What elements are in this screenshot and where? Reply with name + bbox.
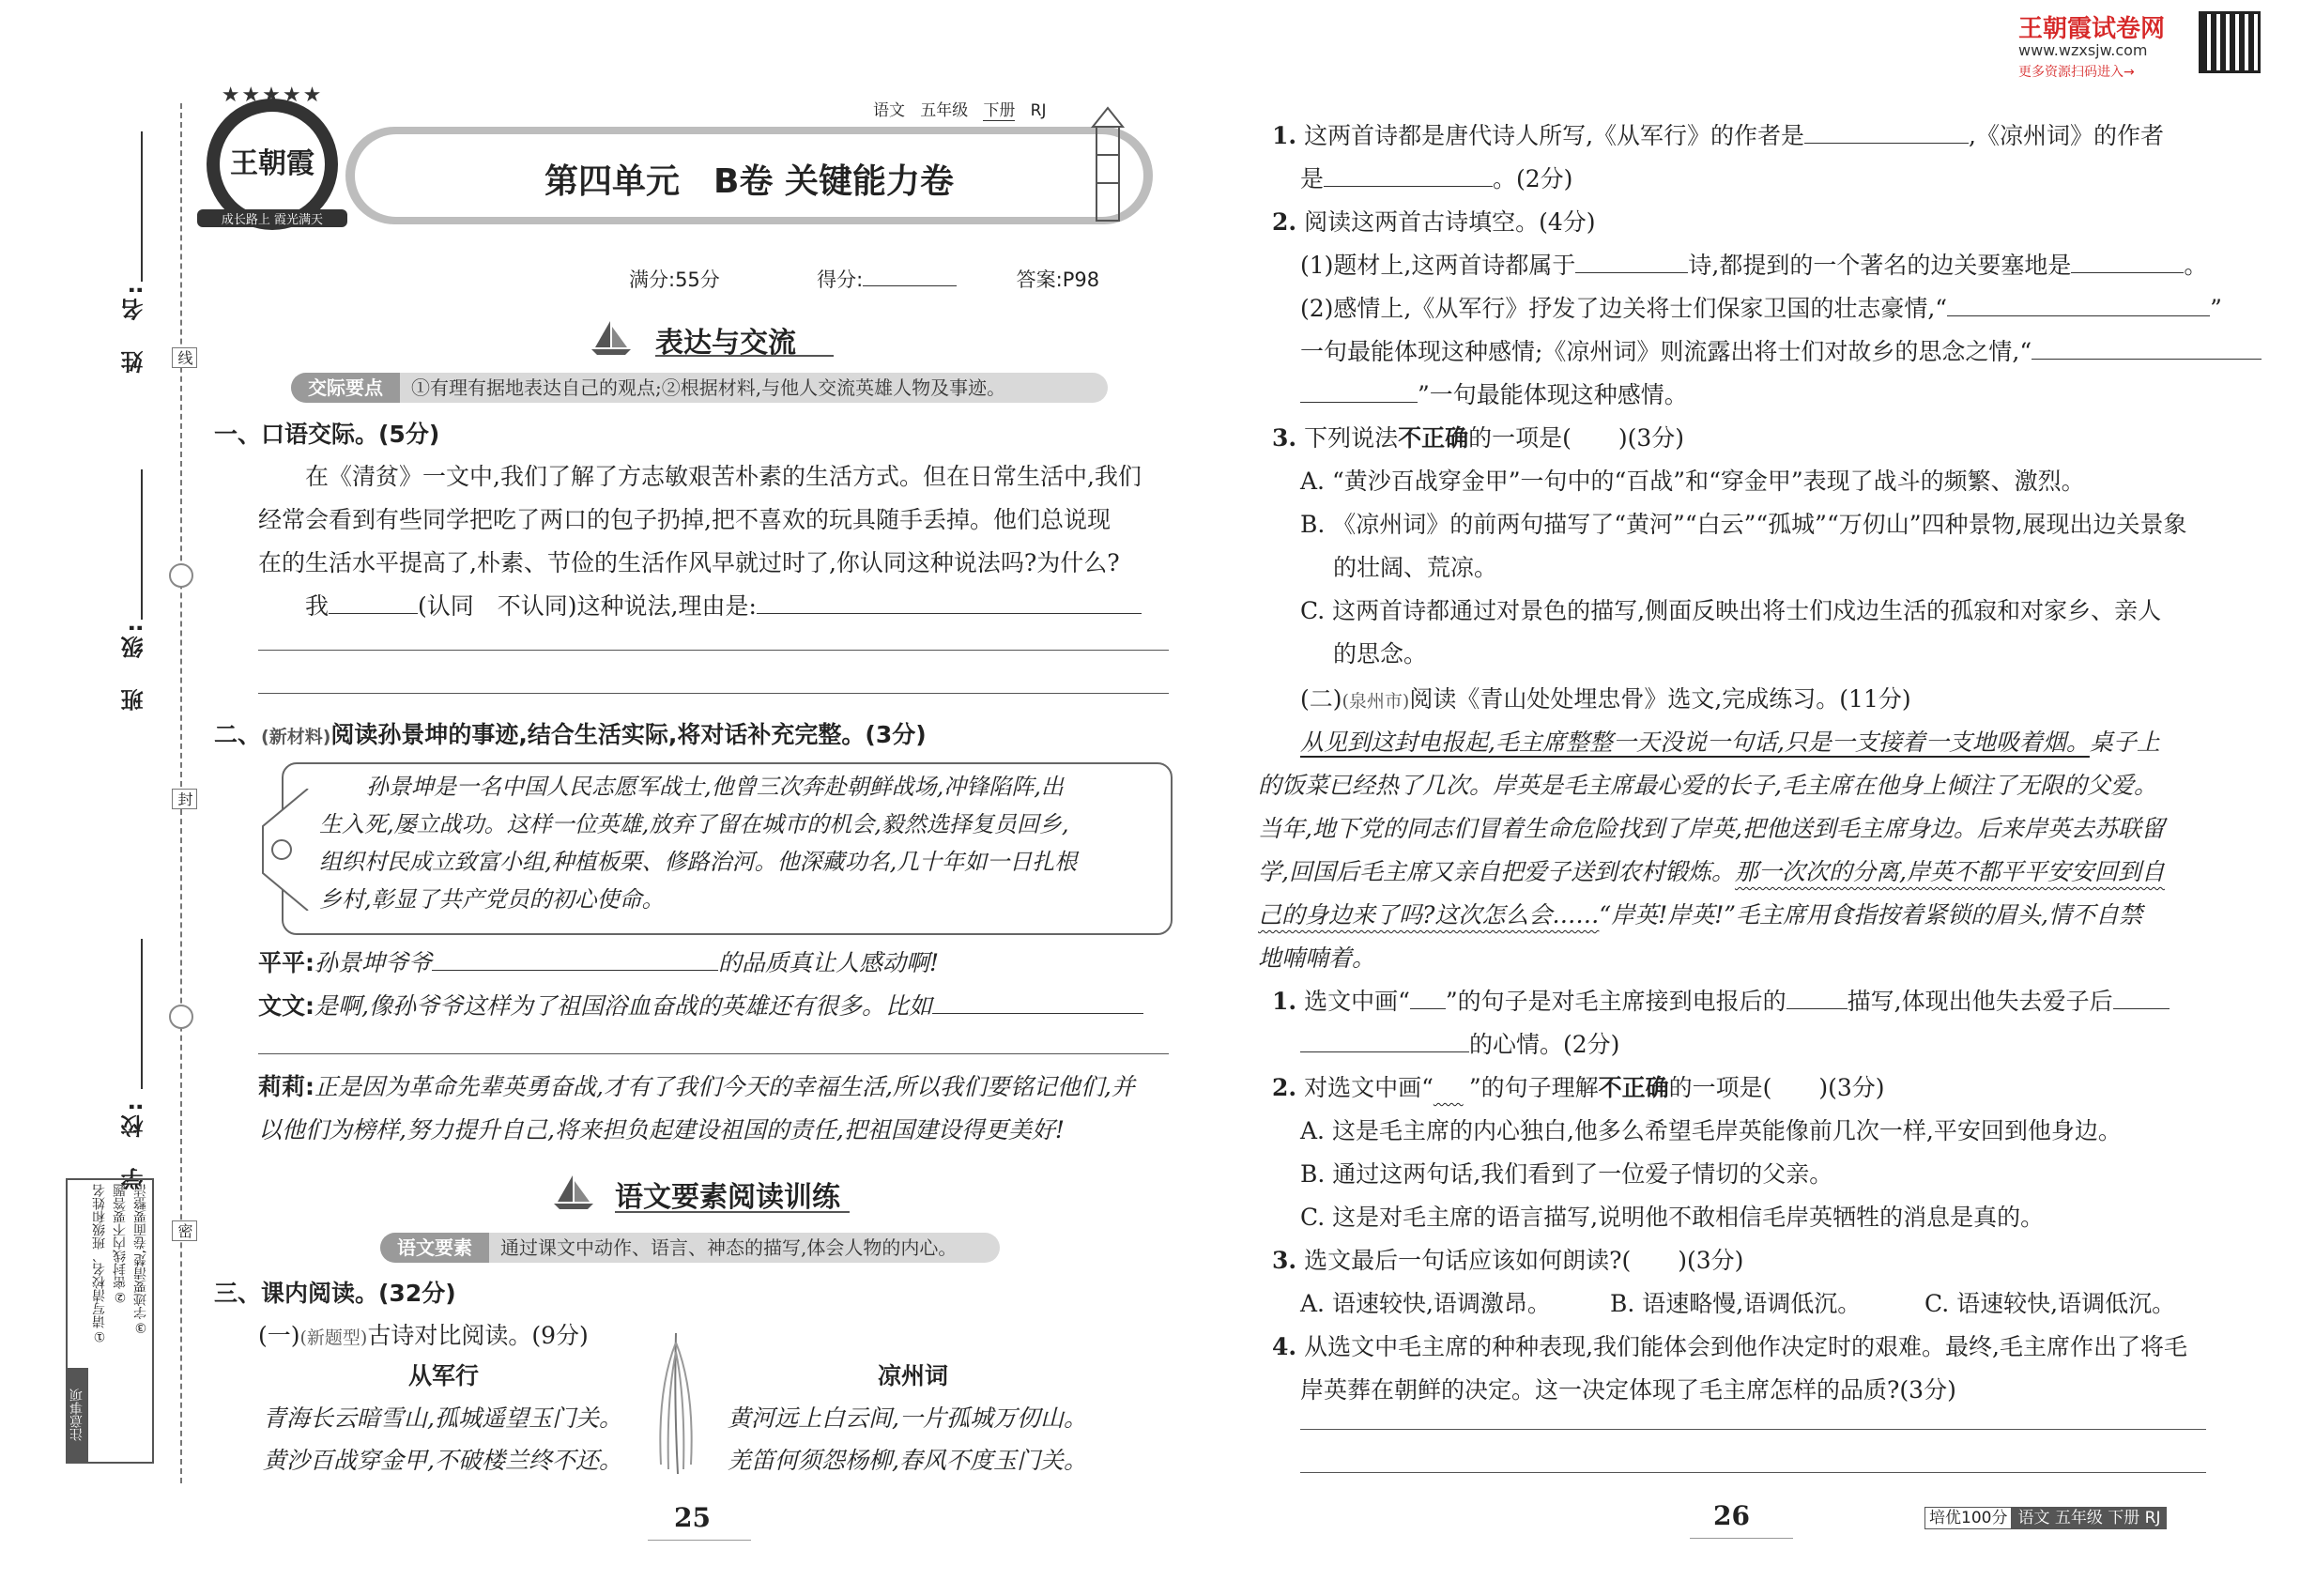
notice-box (66, 1178, 154, 1464)
star-icon: ★★★★★ (221, 84, 324, 107)
r-r4-answer-line[interactable] (1300, 1427, 2206, 1430)
story-line: 孙景坤是一名中国人民志愿军战士,他曾三次奔赴朝鲜战场,冲锋陷阵,出 (366, 774, 1064, 800)
notice-item: ③字迹要清楚,卷面要整洁 (133, 1184, 148, 1335)
q2-title: 阅读孙景坤的事迹,结合生活实际,将对话补充完整。(3分) (330, 721, 927, 748)
lili-name: 莉莉: (258, 1073, 314, 1100)
r-q3 (1272, 417, 1684, 460)
r-q1-line2 (1300, 158, 1572, 201)
q1-answer-line[interactable] (258, 691, 1169, 694)
tag-subject: 语文 (873, 101, 905, 120)
section1-key: 交际要点 (291, 373, 400, 403)
r-r1-mood-field-cont[interactable] (1300, 1023, 1469, 1052)
score-label: 得分: (817, 269, 864, 291)
page-number-right: 26 (1713, 1500, 1750, 1531)
page-title: 第四单元 B卷 关键能力卷 (544, 162, 954, 201)
logo-badge (207, 84, 338, 230)
answer-ref: 答案:P98 (1016, 269, 1100, 291)
r-q1-text: 。(2分) (1493, 165, 1573, 192)
r-q1-author1-field[interactable] (1804, 115, 1969, 144)
school-label: 学 校: (121, 1098, 147, 1190)
r-q2-line2-field[interactable] (2032, 330, 2262, 360)
page-number-ornament (648, 1540, 751, 1541)
r-r3-option-a[interactable]: A. 语速较快,语调激昂。 (1300, 1290, 1551, 1317)
logo-banner: 成长路上 霞光满天 (197, 209, 347, 227)
story-line: 组织村民成立致富小组,种植板栗、修路治河。他深藏功名,几十年如一日扎根 (319, 849, 1078, 875)
q1-answer-options: (认同 不认同)这种说法,理由是: (418, 592, 757, 620)
straight-line-sample (1410, 980, 1446, 1009)
footer-tag (1924, 1504, 2167, 1527)
r-q2-text: ” (2210, 295, 2222, 322)
wenwen-answer-line[interactable] (258, 1051, 1169, 1054)
r-r4-num: 4. (1272, 1333, 1297, 1360)
school-line[interactable] (141, 939, 143, 1089)
passage-line: 当年,地下党的同志们冒着生命危险找到了岸英,把他送到毛主席身边。后来岸英去苏联留 (1258, 815, 2165, 842)
header-banner (207, 84, 1183, 239)
class-line[interactable] (141, 469, 143, 620)
passage-wavy: 那一次次的分离,岸英不都平平安安回到自 (1734, 858, 2165, 885)
boat-icon (552, 1174, 595, 1211)
story-line: 乡村,彰显了共产党员的初心使命。 (319, 886, 665, 913)
gear-icon (169, 1005, 193, 1029)
r-q1-author2-field[interactable] (1324, 158, 1493, 187)
page-number-left: 25 (674, 1502, 711, 1533)
r-q2-l1 (1300, 244, 2207, 287)
r-q2-text: 一句最能体现这种感情;《凉州词》则流露出将士们对故乡的思念之情,“ (1300, 338, 2032, 365)
section1-underline (655, 355, 834, 357)
q3-sub1-title: 古诗对比阅读。(9分) (367, 1322, 589, 1349)
poem1-line: 青海长云暗雪山,孤城遥望玉门关。 (263, 1404, 622, 1432)
brand-slogan: 更多资源扫码进入→ (2018, 65, 2135, 80)
r-q2-line-field[interactable] (1947, 287, 2210, 316)
r-r4 (1272, 1326, 2187, 1369)
passage-underlined: 从见到这封电报起,毛主席整整一天没说一句话,只是一支接着一支地吸着烟。 (1300, 729, 2090, 756)
tag-term: 下册 (983, 101, 1016, 120)
full-score: 满分:55分 (629, 269, 720, 291)
r-r3-num: 3. (1272, 1247, 1297, 1274)
r-r2-text: 的一项是( )(3分) (1668, 1074, 1885, 1101)
r-q1-text: ,《凉州词》的作者 (1969, 122, 2164, 149)
section1-points (291, 373, 1108, 403)
r-r1 (1272, 980, 2170, 1023)
qr-code-icon[interactable] (2199, 11, 2261, 73)
q2-tag: (新材料) (261, 727, 331, 747)
footer-tag-b: 语文 五年级 下册 RJ (2012, 1507, 2166, 1529)
r-q2-l4 (1300, 374, 1688, 417)
passage-line (1300, 721, 2160, 764)
r-q1-num: 1. (1272, 122, 1297, 149)
title-frame (345, 127, 1153, 224)
r-r3-option-b[interactable]: B. 语速略慢,语调低沉。 (1610, 1290, 1862, 1317)
r-r2-option-a[interactable]: A. 这是毛主席的内心独白,他多么希望毛岸英能像前几次一样,平安回到他身边。 (1300, 1117, 2122, 1144)
r-sub2-text: 阅读《青山处处埋忠骨》选文,完成练习。(11分) (1409, 685, 1911, 713)
r-sub2-title (1300, 678, 1911, 723)
seal-mark-1: 线 (172, 347, 197, 368)
pingping-field[interactable] (432, 942, 718, 971)
pingping-pre: 孙景坤爷爷 (314, 949, 433, 976)
r-q2-l2 (1300, 287, 2222, 330)
tag-shape-icon (253, 789, 310, 911)
dialog-wenwen (258, 985, 1143, 1028)
q2-title-row (214, 714, 927, 759)
section2-key: 语文要素 (380, 1233, 489, 1263)
logo-text: 王朝霞 (230, 147, 314, 180)
q3-title: 三、课内阅读。(32分) (214, 1280, 456, 1307)
q1-text-line: 经常会看到有些同学把吃了两口的包子扔掉,把不喜欢的玩具随手丢掉。他们总说现 (258, 506, 1111, 533)
section2-title: 语文要素阅读训练 (615, 1181, 840, 1214)
passage-wavy: 己的身边来了吗?这次怎么会…… (1258, 901, 1600, 928)
r-q2-line2-field-cont[interactable] (1300, 374, 1418, 403)
notice-title: 注意事项 (68, 1368, 88, 1462)
r-q3-text: 下列说法 (1304, 424, 1399, 452)
poem2-line: 黄河远上白云间,一片孤城万仞山。 (728, 1404, 1087, 1432)
r-r3-option-c[interactable]: C. 语速较快,语调低沉。 (1924, 1290, 2176, 1317)
r-r2-num: 2. (1272, 1074, 1297, 1101)
passage-line (1258, 894, 2142, 937)
r-sub2-tag: (泉州市) (1342, 691, 1410, 712)
section1-points-text: ①有理有据地表达自己的观点;②根据材料,与他人交流英雄人物及事迹。 (411, 376, 1006, 399)
wenwen-text: 是啊,像孙爷爷这样为了祖国浴血奋战的英雄还有很多。比如 (314, 992, 932, 1020)
r-r2-emph: 不正确 (1598, 1074, 1669, 1101)
gear-icon (169, 563, 193, 588)
passage-text: 桌子上 (2089, 729, 2160, 756)
r-q2-text: (2)感情上,《从军行》抒发了边关将士们保家卫国的壮志豪情,“ (1300, 295, 1948, 322)
logo-inner (220, 112, 325, 217)
poem1-title: 从军行 (408, 1362, 480, 1389)
brand-name: 王朝霞试卷网 (2018, 15, 2166, 43)
r-r4-answer-line[interactable] (1300, 1470, 2206, 1473)
r-q2 (1272, 201, 1595, 244)
class-label: 班 级: (121, 620, 147, 712)
r-q3-emph: 不正确 (1398, 424, 1469, 452)
q1-text-line: 在《清贫》一文中,我们了解了方志敏艰苦朴素的生活方式。但在日常生活中,我们 (305, 463, 1142, 490)
tag-edition: RJ (1030, 101, 1047, 120)
r-r1-text: 描写,体现出他失去爱子后 (1847, 988, 2113, 1015)
page-number-ornament (1690, 1538, 1793, 1539)
notice-item: ②密封线内不要答题 (113, 1184, 128, 1304)
r-q3-option-a[interactable]: A. “黄沙百战穿金甲”一句中的“百战”和“穿金甲”表现了战斗的频繁、激烈。 (1300, 468, 2085, 495)
q3-sub1-row (258, 1314, 589, 1359)
q3-sub1-num: (一) (258, 1322, 300, 1349)
passage-text: “岸英!岸英!”毛主席用食指按着紧锁的眉头,情不自禁 (1599, 901, 2143, 928)
r-q3-option-b[interactable]: B. 《凉州词》的前两句描写了“黄河”“白云”“孤城”“万仞山”四种景物,展现出边关景象 (1300, 511, 2187, 538)
section2-points (380, 1233, 1000, 1263)
r-r1-text: 选文中画“ (1304, 988, 1410, 1015)
wavy-line-sample (1434, 1067, 1469, 1110)
poem1-line: 黄沙百战穿金甲,不破楼兰终不还。 (263, 1447, 622, 1474)
passage-line: 地喃喃着。 (1258, 944, 1376, 972)
q1-answer-prefix: 我 (305, 592, 330, 620)
name-label: 姓 名: (121, 282, 147, 374)
notice-item: ①请写清校名、班级和姓名 (92, 1184, 107, 1343)
wenwen-field[interactable] (932, 985, 1143, 1014)
title-inner (355, 134, 1143, 217)
q3-sub1-tag: (新题型) (299, 1327, 368, 1348)
r-r1-text: ”的句子是对毛主席接到电报后的 (1445, 988, 1786, 1015)
poem2-title: 凉州词 (878, 1362, 949, 1389)
r-q1-text: 是 (1300, 165, 1325, 192)
footer-tag-a: 培优100分 (1924, 1507, 2012, 1529)
section2-underline (615, 1211, 850, 1213)
r-r4-line2: 岸英葬在朝鲜的决定。这一决定体现了毛主席怎样的品质?(3分) (1300, 1376, 1956, 1404)
section1-title: 表达与交流 (655, 327, 796, 360)
passage-line: 的饭菜已经热了几次。岸英是毛主席最心爱的长子,毛主席在他身上倾注了无限的父爱。 (1258, 772, 2157, 799)
r-q2-place-field[interactable] (2071, 244, 2184, 273)
r-q3-option-c[interactable]: C. 这两首诗都通过对景色的描写,侧面反映出将士们戍边生活的孤寂和对家乡、亲人 (1300, 597, 2162, 624)
r-r1-mood-field[interactable] (2113, 980, 2170, 1009)
r-q3-option-b-cont: 的壮阔、荒凉。 (1333, 554, 1498, 581)
passage-line (1258, 851, 2165, 894)
r-r1-type-field[interactable] (1786, 980, 1848, 1009)
pingping-name: 平平: (258, 949, 314, 976)
wenwen-name: 文文: (258, 992, 314, 1020)
pingping-post: 的品质真让人感动啊! (718, 949, 940, 976)
r-q2-text: (1)题材上,这两首诗都属于 (1300, 252, 1576, 279)
r-r3 (1272, 1239, 1743, 1282)
brand-box (2018, 9, 2262, 80)
r-r4-text: 从选文中毛主席的种种表现,我们能体会到他作决定时的艰难。最终,毛主席作出了将毛 (1304, 1333, 2187, 1360)
binding-strip (0, 0, 193, 1596)
r-q3-text: 的一项是( )(3分) (1468, 424, 1685, 452)
dialog-pingping (258, 942, 939, 985)
q2-num: 二、 (214, 721, 262, 748)
r-r2-option-b[interactable]: B. 通过这两句话,我们看到了一位爱子情切的父亲。 (1300, 1160, 1833, 1188)
r-q3-option-c-cont: 的思念。 (1333, 640, 1428, 668)
r-q1-text: 这两首诗都是唐代诗人所写,《从军行》的作者是 (1304, 122, 1805, 149)
r-q2-text: 诗,都提到的一个著名的边关要塞地是 (1688, 252, 2072, 279)
r-q2-text: 。 (2184, 252, 2208, 279)
tag-grade: 五年级 (920, 101, 969, 120)
lili-line1: 正是因为革命先辈英勇奋战,才有了我们今天的幸福生活,所以我们要铭记他们,并 (314, 1073, 1135, 1100)
brand-url: www.wzxsjw.com (2018, 41, 2148, 59)
story-line: 生入死,屡立战功。这样一位英雄,放弃了留在城市的机会,毅然选择复员回乡, (319, 811, 1069, 837)
section2-points-text: 通过课文中动作、语言、神态的描写,体会人物的内心。 (500, 1236, 958, 1259)
poem2-line: 羌笛何须怨杨柳,春风不度玉门关。 (728, 1447, 1087, 1474)
r-q2-l3 (1300, 330, 2262, 374)
r-q1 (1272, 115, 2164, 158)
willow-icon (648, 1333, 704, 1474)
seal-mark-3: 密 (172, 1220, 197, 1241)
lili-line2: 以他们为榜样,努力提升自己,将来担负起建设祖国的责任,把祖国建设得更美好! (258, 1116, 1065, 1143)
score-row (629, 258, 1099, 301)
q1-reason-field[interactable] (757, 585, 1142, 614)
q1-text-line: 在的生活水平提高了,朴素、节俭的生活作风早就过时了,你认同这种说法吗?为什么? (258, 549, 1120, 576)
q1-title: 一、口语交际。(5分) (214, 421, 440, 448)
r-q3-num: 3. (1272, 424, 1297, 452)
seal-mark-2: 封 (172, 789, 197, 809)
r-q2-genre-field[interactable] (1575, 244, 1688, 273)
q1-answer-line[interactable] (258, 648, 1169, 651)
r-sub2-num: (二) (1300, 685, 1342, 713)
r-q2-text: ”一句最能体现这种感情。 (1418, 381, 1688, 408)
q1-choice-field[interactable] (329, 585, 418, 614)
lighthouse-icon (1080, 99, 1136, 230)
r-r1-line2 (1300, 1023, 1619, 1067)
name-line[interactable] (141, 131, 143, 282)
header-tags (873, 97, 1046, 120)
r-q2-title: 阅读这两首古诗填空。(4分) (1304, 208, 1596, 236)
r-r2-text: ”的句子理解 (1468, 1074, 1599, 1101)
r-r2-option-c[interactable]: C. 这是对毛主席的语言描写,说明他不敢相信毛岸英牺牲的消息是真的。 (1300, 1204, 2045, 1231)
score-field[interactable] (863, 265, 957, 286)
r-r1-num: 1. (1272, 988, 1297, 1015)
r-r2-text: 对选文中画“ (1304, 1074, 1434, 1101)
q1-answer-row (305, 585, 1142, 628)
r-r2 (1272, 1067, 1885, 1110)
r-r1-text: 的心情。(2分) (1469, 1031, 1620, 1058)
boat-icon (590, 319, 633, 357)
dialog-lili (258, 1066, 1135, 1109)
passage-text: 学,回国后毛主席又亲自把爱子送到农村锻炼。 (1258, 858, 1735, 885)
r-q2-num: 2. (1272, 208, 1297, 236)
r-r3-title: 选文最后一句话应该如何朗读?( )(3分) (1304, 1247, 1744, 1274)
